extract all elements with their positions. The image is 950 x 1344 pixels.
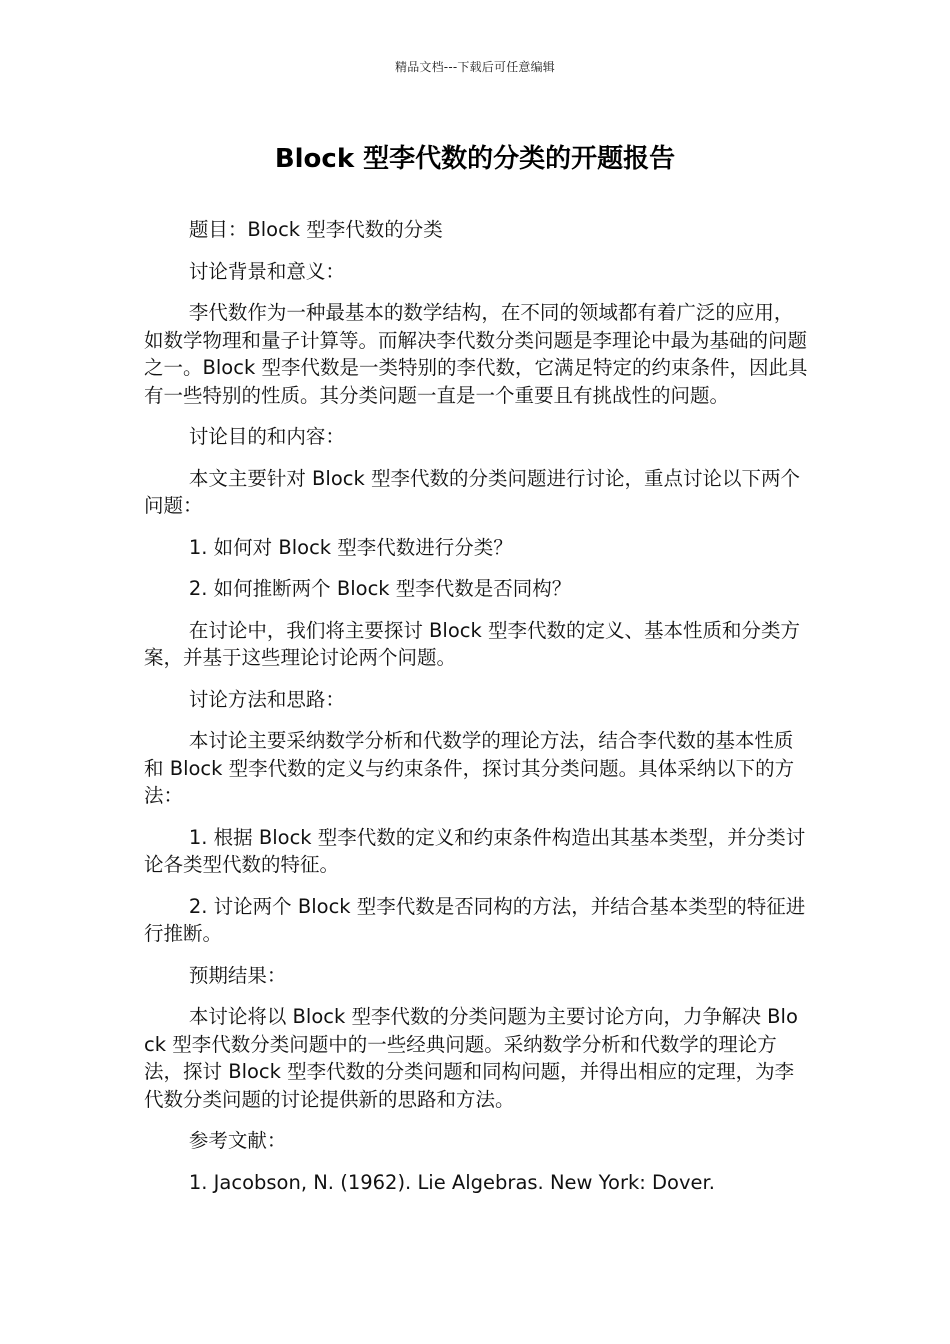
paragraph-method: 本讨论主要采纳数学分析和代数学的理论方法，结合李代数的基本性质和 Block 型李代数的定义与约束条件，探讨其分类问题。具体采纳以下的方法：	[144, 729, 795, 807]
section-heading-background: 讨论背景和意义：	[188, 259, 345, 283]
section-heading-purpose: 讨论目的和内容：	[188, 425, 345, 448]
document-title: Block 型李代数的分类的开题报告	[274, 144, 676, 174]
list-item-question-1: 1. 如何对 Block 型李代数进行分类？	[188, 535, 513, 559]
topic-line: 题目：Block 型李代数的分类	[188, 218, 443, 241]
paragraph-purpose: 本文主要针对 Block 型李代数的分类问题进行讨论，重点讨论以下两个问题：	[144, 466, 800, 517]
page-header: 精品文档---下载后可任意编辑	[395, 60, 555, 74]
paragraph-results: 本讨论将以 Block 型李代数的分类问题为主要讨论方向，力争解决 Block 型李代数分类问题中的一些经典问题。采纳数学分析和代数学的理论方法，探讨 Block 型李代数的分类问题和同构问题，并得出相应的定理，为李代数分类问题的讨论提供新的思路和方法。	[144, 1005, 798, 1111]
list-item-question-2: 2. 如何推断两个 Block 型李代数是否同构？	[188, 577, 572, 600]
section-heading-references: 参考文献：	[188, 1129, 287, 1152]
paragraph-discussion: 在讨论中，我们将主要探讨 Block 型李代数的定义、基本性质和分类方案，并基于这些理论讨论两个问题。	[144, 618, 800, 669]
paragraph-background: 李代数作为一种最基本的数学结构，在不同的领域都有着广泛的应用，如数学物理和量子计算等。而解决李代数分类问题是李理论中最为基础的问题之一。Block 型李代数是一类特别的李代数，它满足特定的约束条件，因此具有一些特别的性质。其分类问题一直是一个重要且有挑战性的问题。	[144, 301, 808, 407]
section-heading-method: 讨论方法和思路：	[188, 687, 345, 711]
document-body	[144, 216, 808, 1210]
list-item-method-1: 1. 根据 Block 型李代数的定义和约束条件构造出其基本类型，并分类讨论各类型代数的特征。	[144, 825, 806, 876]
reference-item-1: 1. Jacobson, N. (1962). Lie Algebras. New York: Dover.	[188, 1170, 715, 1194]
list-item-method-2: 2. 讨论两个 Block 型李代数是否同构的方法，并结合基本类型的特征进行推断。	[144, 894, 806, 945]
section-heading-results: 预期结果：	[188, 963, 287, 987]
